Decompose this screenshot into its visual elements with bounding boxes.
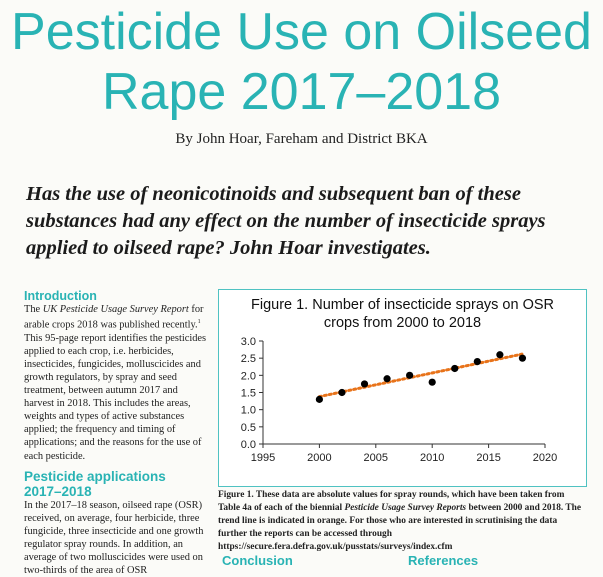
y-tick-label: 1.5 (240, 387, 256, 400)
intro-text-3: This 95-page report identifies the pesticides applied to each crop, i.e. herbicides, insecticides, fungicides, molluscicides and growth regulators, by spray and seed treatment, between autumn 2017 and harvest in 2018. This includes the areas, weights and types of active substances applied; the frequency and timing of applications; and the reasons for the use of each pesticide. (24, 332, 207, 462)
x-tick-label: 2010 (419, 452, 445, 464)
standfirst: Has the use of neonicotinoids and subsequent ban of these substances had any effect on the number of insecticide sprays applied to oilseed rape? John Hoar investigates. (26, 183, 546, 259)
data-point (519, 355, 526, 362)
x-tick-label: 2020 (532, 452, 558, 464)
data-point (361, 380, 368, 387)
left-column (24, 289, 208, 577)
byline: By John Hoar, Fareham and District BKA (175, 131, 428, 147)
introduction-text (24, 303, 208, 463)
x-tick-label: 2015 (476, 452, 501, 464)
pesticide-applications-heading (24, 469, 208, 499)
y-tick-label: 1.0 (240, 404, 256, 417)
figure-box (218, 289, 587, 487)
data-point (316, 396, 323, 403)
introduction-heading: Introduction (24, 289, 97, 303)
data-point (474, 358, 481, 365)
data-point (496, 351, 503, 358)
x-tick-label: 1995 (250, 452, 276, 464)
scatter-chart (219, 290, 586, 486)
x-tick-label: 2005 (363, 452, 389, 464)
y-tick-label: 3.0 (240, 336, 256, 348)
figure-title-line1: Figure 1. Number of insecticide sprays on OSR (250, 297, 554, 313)
y-tick-label: 0.5 (240, 421, 256, 434)
intro-report-title: UK Pesticide Usage Survey Report (42, 304, 189, 315)
y-tick-label: 2.0 (240, 370, 256, 383)
pesticide-heading-line1: Pesticide applications (24, 468, 166, 484)
page-title-line1: Pesticide Use on Oilseed (11, 3, 592, 61)
caption-report-title: Pesticide Usage Survey Reports (344, 503, 467, 513)
pesticide-applications-text: In the 2017–18 season, oilseed rape (OSR) received, on average, four herbicide, three fungicide, three insecticide and one growth regulator spray rounds. In addition, an average of two molluscicides were used on two-thirds of the area of OSR (24, 499, 204, 577)
data-point (429, 379, 436, 386)
caption-text-2: between 2000 and 2018. The trend line is indicated in orange. For those who are interested in scrutinising the data further the reports can be accessed through https://secure.fera.defra.gov.uk/pusstats/surveys/index.cfm (218, 503, 582, 552)
page-title-line2: Rape 2017–2018 (101, 63, 502, 121)
data-point (383, 375, 390, 382)
y-tick-label: 2.5 (240, 353, 256, 366)
references-heading: References (408, 553, 479, 568)
x-tick-label: 2000 (307, 452, 332, 464)
pesticide-heading-line2: 2017–2018 (24, 483, 92, 499)
intro-text-1: The (24, 304, 43, 315)
data-point (338, 389, 345, 396)
y-tick-label: 0.0 (240, 439, 256, 451)
trend-line (319, 354, 522, 397)
figure-title-line2: crops from 2000 to 2018 (323, 315, 482, 331)
conclusion-heading: Conclusion (222, 553, 293, 568)
figure-caption (218, 489, 588, 554)
intro-footnote-ref: 1 (197, 319, 201, 326)
data-point (451, 365, 458, 372)
data-point (406, 372, 413, 379)
intro-text-2: for arable crops 2018 was published recently. (24, 304, 204, 331)
caption-text-1: Figure 1. These data are absolute values for spray rounds, which have been taken from Table 4a of each of the biennial (218, 490, 565, 513)
